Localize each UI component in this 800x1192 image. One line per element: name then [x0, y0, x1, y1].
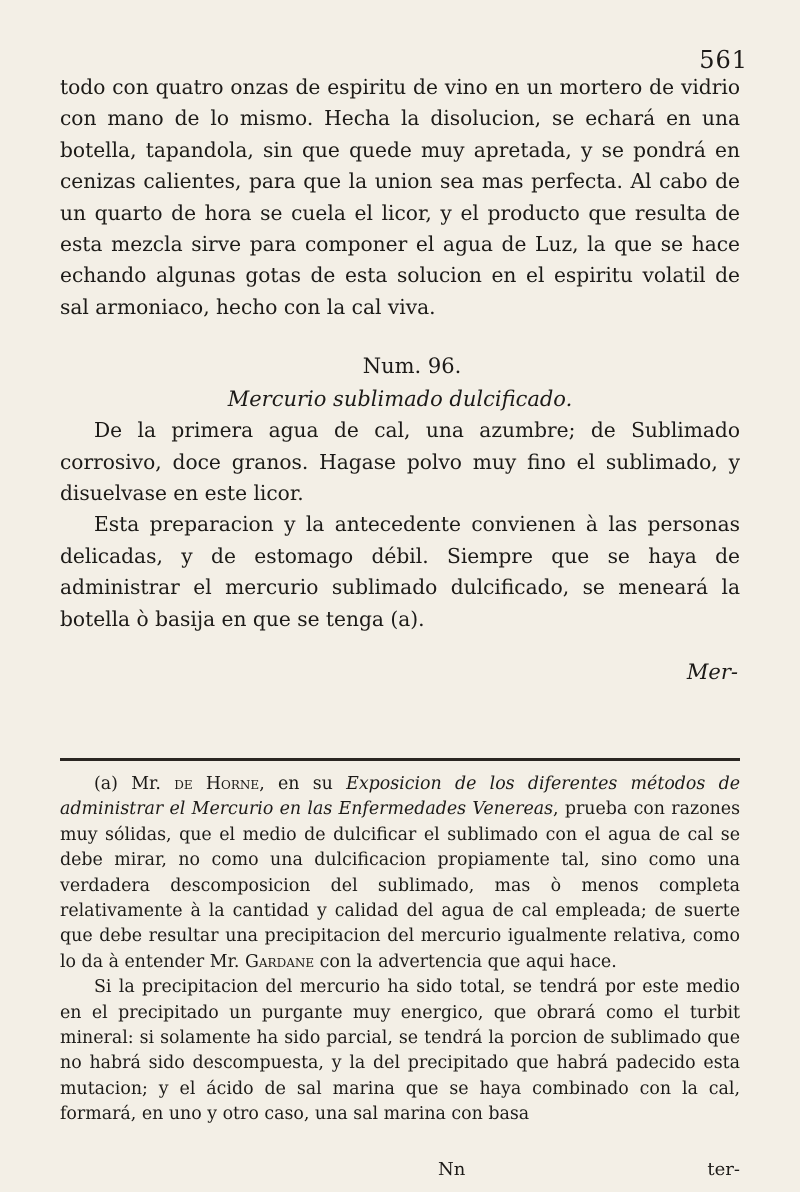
footnote-work-title: Exposicion de los diferentes métodos de administrar el Mercurio en las Enfermedades Venereas	[60, 774, 741, 820]
footnote-paragraph-2: Si la precipitacion del mercurio ha sido total, se tendrá por este medio en el precipitado un purgante muy energico, que obrará como el turbit mineral: si solamente ha sido parcial, se tendrá la porcion de sublimado que no habrá sido descompuesta, y la del precipitado que habrá padecido esta mutacion; y el ácido de sal marina que se haya combinado con la cal, formará, en uno y otro caso, una sal marina con basa	[60, 977, 740, 1125]
main-text	[60, 72, 740, 689]
section-heading: Num. 96.	[362, 354, 462, 379]
footnote-mark: (a)	[94, 774, 118, 794]
footnote	[60, 772, 740, 1128]
footnote-paragraph-1	[60, 772, 740, 975]
paragraph-continuation: todo con quatro onzas de espiritu de vino en un mortero de vidrio con mano de lo mismo. Hecha la disolucion, se echará en una botella, tapandola, sin que quede muy apretada, y se pondrá en cenizas calientes, para que la union sea mas perfecta. Al cabo de un quarto de hora se cuela el licor, y el producto que resulta de esta mezcla sirve para componer el agua de Luz, la que se hace echando algunas gotas de esta solucion en el espiritu volatil de sal armoniaco, hecho con la cal viva.	[60, 75, 740, 319]
footnote-gardane: Gardane	[245, 951, 315, 972]
footnote-text-end: con la advertencia que aqui hace.	[319, 951, 617, 972]
catchword: Mer-	[686, 660, 738, 685]
footnote-text-after-title: , prueba con razones muy sólidas, que el medio de dulcificar el sublimado con el agua de cal se debe mirar, no como una dulcificacion propiamente tal, sino como una verdadera descomposicion del sublimado, mas ò menos completa relativamente à la cantidad y calidad del agua de cal empleada; de suerte que debe resultar una precipitacion del mercurio igualmente relativa, como lo da à entender Mr.	[60, 799, 740, 972]
section-subtitle: Mercurio sublimado dulcificado.	[227, 387, 573, 412]
signature-mark: Nn	[438, 1159, 466, 1180]
recipe-paragraph: De la primera agua de cal, una azumbre; de Sublimado corrosivo, doce granos. Hagase polvo muy fino el sublimado, y disuelvase en este licor.	[60, 418, 740, 506]
footnote-text-before-title: , en su	[259, 774, 347, 794]
footnote-author-prefix: Mr.	[131, 774, 161, 794]
footnote-author-name: Horne	[205, 774, 260, 794]
footnote-divider	[60, 758, 740, 761]
bottom-line	[60, 1159, 740, 1185]
bottom-catchword: ter-	[707, 1159, 740, 1180]
footnote-author-de: de	[174, 774, 193, 794]
note-paragraph: Esta preparacion y la antecedente convienen à las personas delicadas, y de estomago débil. Siempre que se haya de administrar el mercurio sublimado dulcificado, se meneará la botella ò basija en que se tenga (a).	[60, 512, 740, 631]
page-number: 561	[699, 46, 748, 74]
